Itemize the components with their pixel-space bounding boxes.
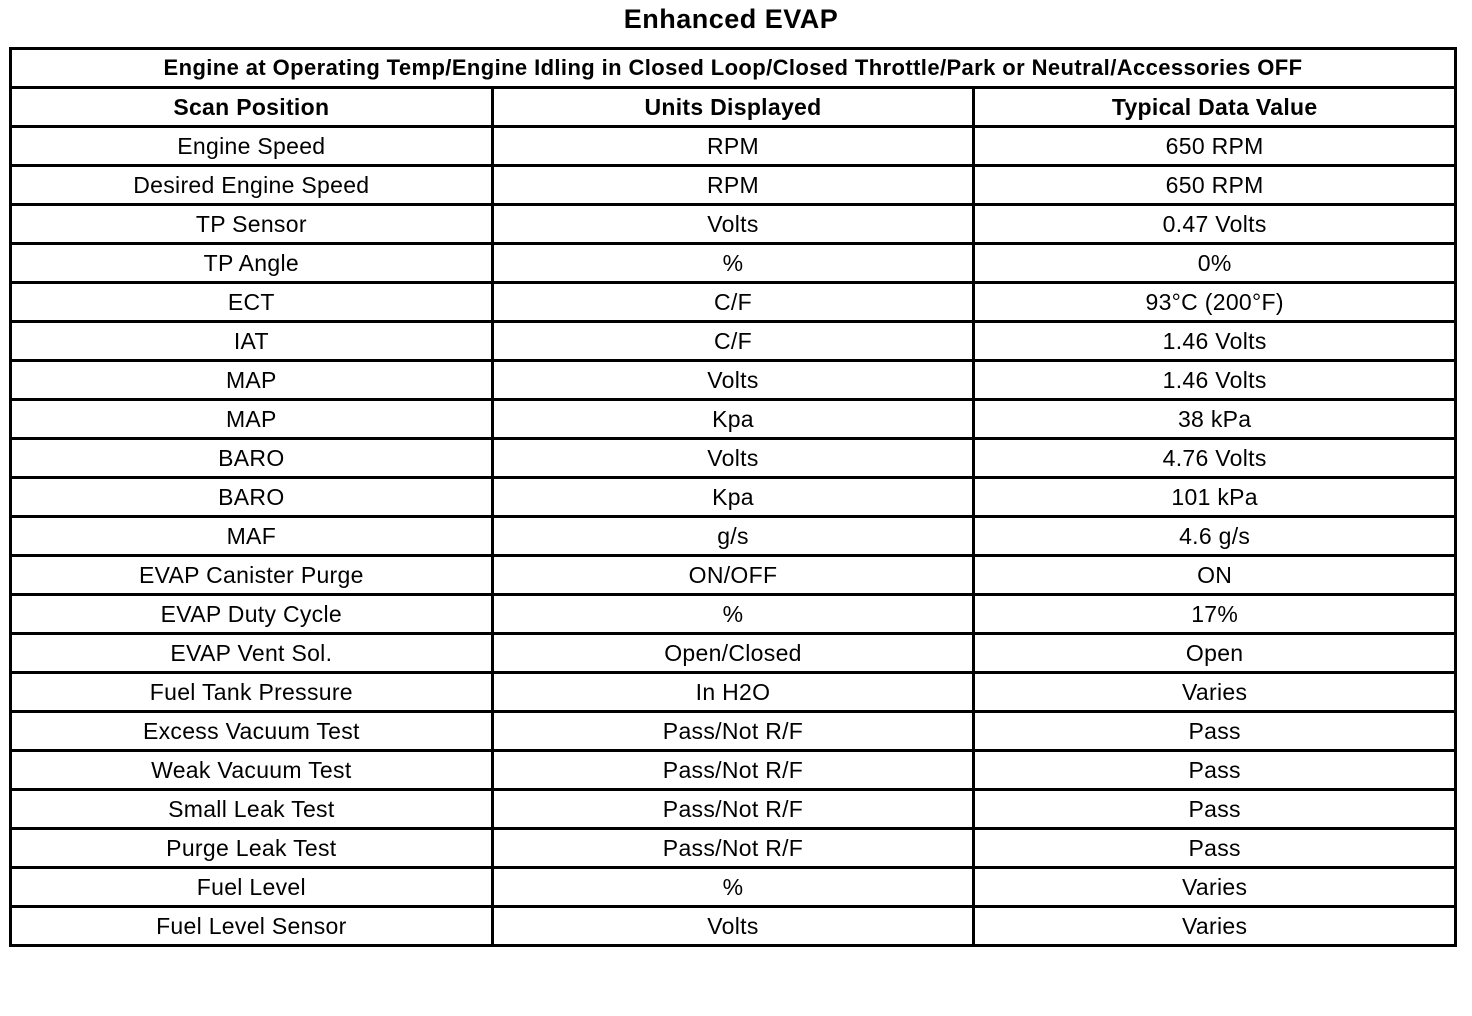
typical-value-cell: 650 RPM bbox=[974, 166, 1456, 205]
typical-value-cell: 1.46 Volts bbox=[974, 361, 1456, 400]
table-row bbox=[11, 829, 1456, 868]
scan-position-cell: EVAP Canister Purge bbox=[11, 556, 493, 595]
table-row bbox=[11, 712, 1456, 751]
units-displayed-cell: In H2O bbox=[492, 673, 974, 712]
scan-position-cell: EVAP Vent Sol. bbox=[11, 634, 493, 673]
table-row bbox=[11, 634, 1456, 673]
scan-position-cell: Fuel Level Sensor bbox=[11, 907, 493, 946]
typical-value-cell: 4.76 Volts bbox=[974, 439, 1456, 478]
table-row bbox=[11, 751, 1456, 790]
table-row bbox=[11, 439, 1456, 478]
units-displayed-cell: C/F bbox=[492, 322, 974, 361]
typical-value-cell: ON bbox=[974, 556, 1456, 595]
scan-position-cell: MAP bbox=[11, 400, 493, 439]
typical-value-cell: Open bbox=[974, 634, 1456, 673]
scan-position-cell: Weak Vacuum Test bbox=[11, 751, 493, 790]
table-row bbox=[11, 361, 1456, 400]
table-row bbox=[11, 283, 1456, 322]
table-row bbox=[11, 127, 1456, 166]
units-displayed-cell: RPM bbox=[492, 127, 974, 166]
typical-value-cell: 38 kPa bbox=[974, 400, 1456, 439]
typical-value-cell: 93°C (200°F) bbox=[974, 283, 1456, 322]
units-displayed-cell: Pass/Not R/F bbox=[492, 790, 974, 829]
units-displayed-cell: % bbox=[492, 868, 974, 907]
typical-value-cell: 1.46 Volts bbox=[974, 322, 1456, 361]
scan-position-cell: Purge Leak Test bbox=[11, 829, 493, 868]
typical-value-cell: 101 kPa bbox=[974, 478, 1456, 517]
units-displayed-cell: Pass/Not R/F bbox=[492, 751, 974, 790]
scan-position-cell: TP Angle bbox=[11, 244, 493, 283]
typical-value-cell: 17% bbox=[974, 595, 1456, 634]
typical-value-cell: 650 RPM bbox=[974, 127, 1456, 166]
typical-value-cell: 4.6 g/s bbox=[974, 517, 1456, 556]
header-units-displayed: Units Displayed bbox=[492, 88, 974, 127]
units-displayed-cell: Open/Closed bbox=[492, 634, 974, 673]
scan-position-cell: Fuel Tank Pressure bbox=[11, 673, 493, 712]
table-row bbox=[11, 556, 1456, 595]
units-displayed-cell: Kpa bbox=[492, 478, 974, 517]
units-displayed-cell: g/s bbox=[492, 517, 974, 556]
units-displayed-cell: % bbox=[492, 595, 974, 634]
units-displayed-cell: Volts bbox=[492, 439, 974, 478]
typical-value-cell: Varies bbox=[974, 673, 1456, 712]
scan-position-cell: Small Leak Test bbox=[11, 790, 493, 829]
table-row bbox=[11, 673, 1456, 712]
units-displayed-cell: Volts bbox=[492, 205, 974, 244]
scan-position-cell: MAP bbox=[11, 361, 493, 400]
scan-position-cell: IAT bbox=[11, 322, 493, 361]
scan-position-cell: EVAP Duty Cycle bbox=[11, 595, 493, 634]
table-row bbox=[11, 166, 1456, 205]
typical-value-cell: Pass bbox=[974, 829, 1456, 868]
scan-position-cell: TP Sensor bbox=[11, 205, 493, 244]
scan-position-cell: Excess Vacuum Test bbox=[11, 712, 493, 751]
table-row bbox=[11, 907, 1456, 946]
table-row bbox=[11, 595, 1456, 634]
operating-condition: Engine at Operating Temp/Engine Idling in Closed Loop/Closed Throttle/Park or Neutral/Accessories OFF bbox=[11, 49, 1456, 88]
units-displayed-cell: Pass/Not R/F bbox=[492, 712, 974, 751]
units-displayed-cell: Volts bbox=[492, 907, 974, 946]
table-row bbox=[11, 322, 1456, 361]
scan-data-table bbox=[9, 47, 1457, 947]
units-displayed-cell: Volts bbox=[492, 361, 974, 400]
condition-row bbox=[11, 49, 1456, 88]
scan-position-cell: BARO bbox=[11, 439, 493, 478]
header-row bbox=[11, 88, 1456, 127]
table-row bbox=[11, 517, 1456, 556]
table-row bbox=[11, 244, 1456, 283]
table-row bbox=[11, 400, 1456, 439]
scan-position-cell: BARO bbox=[11, 478, 493, 517]
typical-value-cell: 0% bbox=[974, 244, 1456, 283]
typical-value-cell: Pass bbox=[974, 712, 1456, 751]
units-displayed-cell: Pass/Not R/F bbox=[492, 829, 974, 868]
scan-position-cell: Desired Engine Speed bbox=[11, 166, 493, 205]
typical-value-cell: Pass bbox=[974, 751, 1456, 790]
scan-position-cell: MAF bbox=[11, 517, 493, 556]
header-scan-position: Scan Position bbox=[11, 88, 493, 127]
units-displayed-cell: % bbox=[492, 244, 974, 283]
table-row bbox=[11, 205, 1456, 244]
typical-value-cell: Varies bbox=[974, 868, 1456, 907]
header-typical-data-value: Typical Data Value bbox=[974, 88, 1456, 127]
typical-value-cell: Varies bbox=[974, 907, 1456, 946]
table-row bbox=[11, 790, 1456, 829]
typical-value-cell: Pass bbox=[974, 790, 1456, 829]
scan-position-cell: ECT bbox=[11, 283, 493, 322]
table-body bbox=[11, 127, 1456, 946]
scan-position-cell: Fuel Level bbox=[11, 868, 493, 907]
typical-value-cell: 0.47 Volts bbox=[974, 205, 1456, 244]
units-displayed-cell: Kpa bbox=[492, 400, 974, 439]
scan-position-cell: Engine Speed bbox=[11, 127, 493, 166]
table-row bbox=[11, 478, 1456, 517]
units-displayed-cell: ON/OFF bbox=[492, 556, 974, 595]
table-row bbox=[11, 868, 1456, 907]
page-title: Enhanced EVAP bbox=[623, 4, 839, 34]
units-displayed-cell: C/F bbox=[492, 283, 974, 322]
units-displayed-cell: RPM bbox=[492, 166, 974, 205]
